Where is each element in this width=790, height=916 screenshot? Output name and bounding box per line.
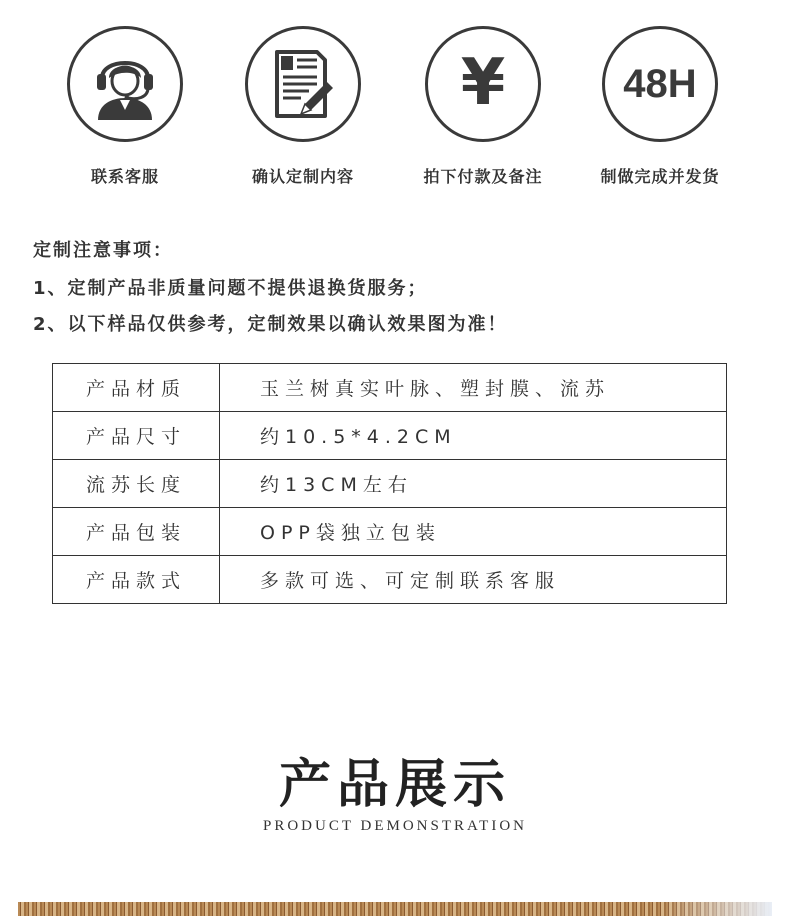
48h-icon: 48H [623,61,697,106]
step-pay-note [393,26,573,187]
process-steps [0,26,790,196]
document-edit-icon [271,48,335,120]
spec-key: 流苏长度 [53,460,220,508]
step-circle [245,26,361,142]
notes-title: 定制注意事项： [33,240,173,261]
step-circle [67,26,183,142]
customer-service-icon [90,48,160,120]
table-row [53,556,727,604]
spec-key: 产品包装 [53,508,220,556]
step-label: 确认定制内容 [251,167,354,186]
table-row [53,364,727,412]
step-contact-service [35,26,215,187]
spec-key: 产品尺寸 [53,412,220,460]
step-label: 制做完成并发货 [600,167,720,186]
step-make-ship [570,26,750,187]
table-row [53,412,727,460]
spec-table [52,363,727,604]
step-confirm-content [213,26,393,187]
step-label: 联系客服 [90,167,159,186]
notes-line: 2、以下样品仅供参考，定制效果以确认效果图为准！ [33,314,508,335]
notes-line: 1、定制产品非质量问题不提供退换货服务； [33,278,428,299]
spec-value: 约10.5*4.2CM [220,412,727,460]
section-subtitle: PRODUCT DEMONSTRATION [263,818,527,834]
spec-value: 约13CM左右 [220,460,727,508]
spec-value: OPP袋独立包装 [220,508,727,556]
spec-key: 产品材质 [53,364,220,412]
table-row [53,508,727,556]
step-circle [602,26,718,142]
photo-fade [662,902,772,916]
spec-key: 产品款式 [53,556,220,604]
spec-value: 多款可选、可定制联系客服 [220,556,727,604]
section-title: 产品展示 [278,754,511,815]
product-photo [18,902,772,916]
step-circle [425,26,541,142]
table-row [53,460,727,508]
spec-value: 玉兰树真实叶脉、塑封膜、流苏 [220,364,727,412]
yen-icon: ¥ [460,46,506,120]
step-label: 拍下付款及备注 [423,167,543,186]
custom-notes [33,236,753,346]
